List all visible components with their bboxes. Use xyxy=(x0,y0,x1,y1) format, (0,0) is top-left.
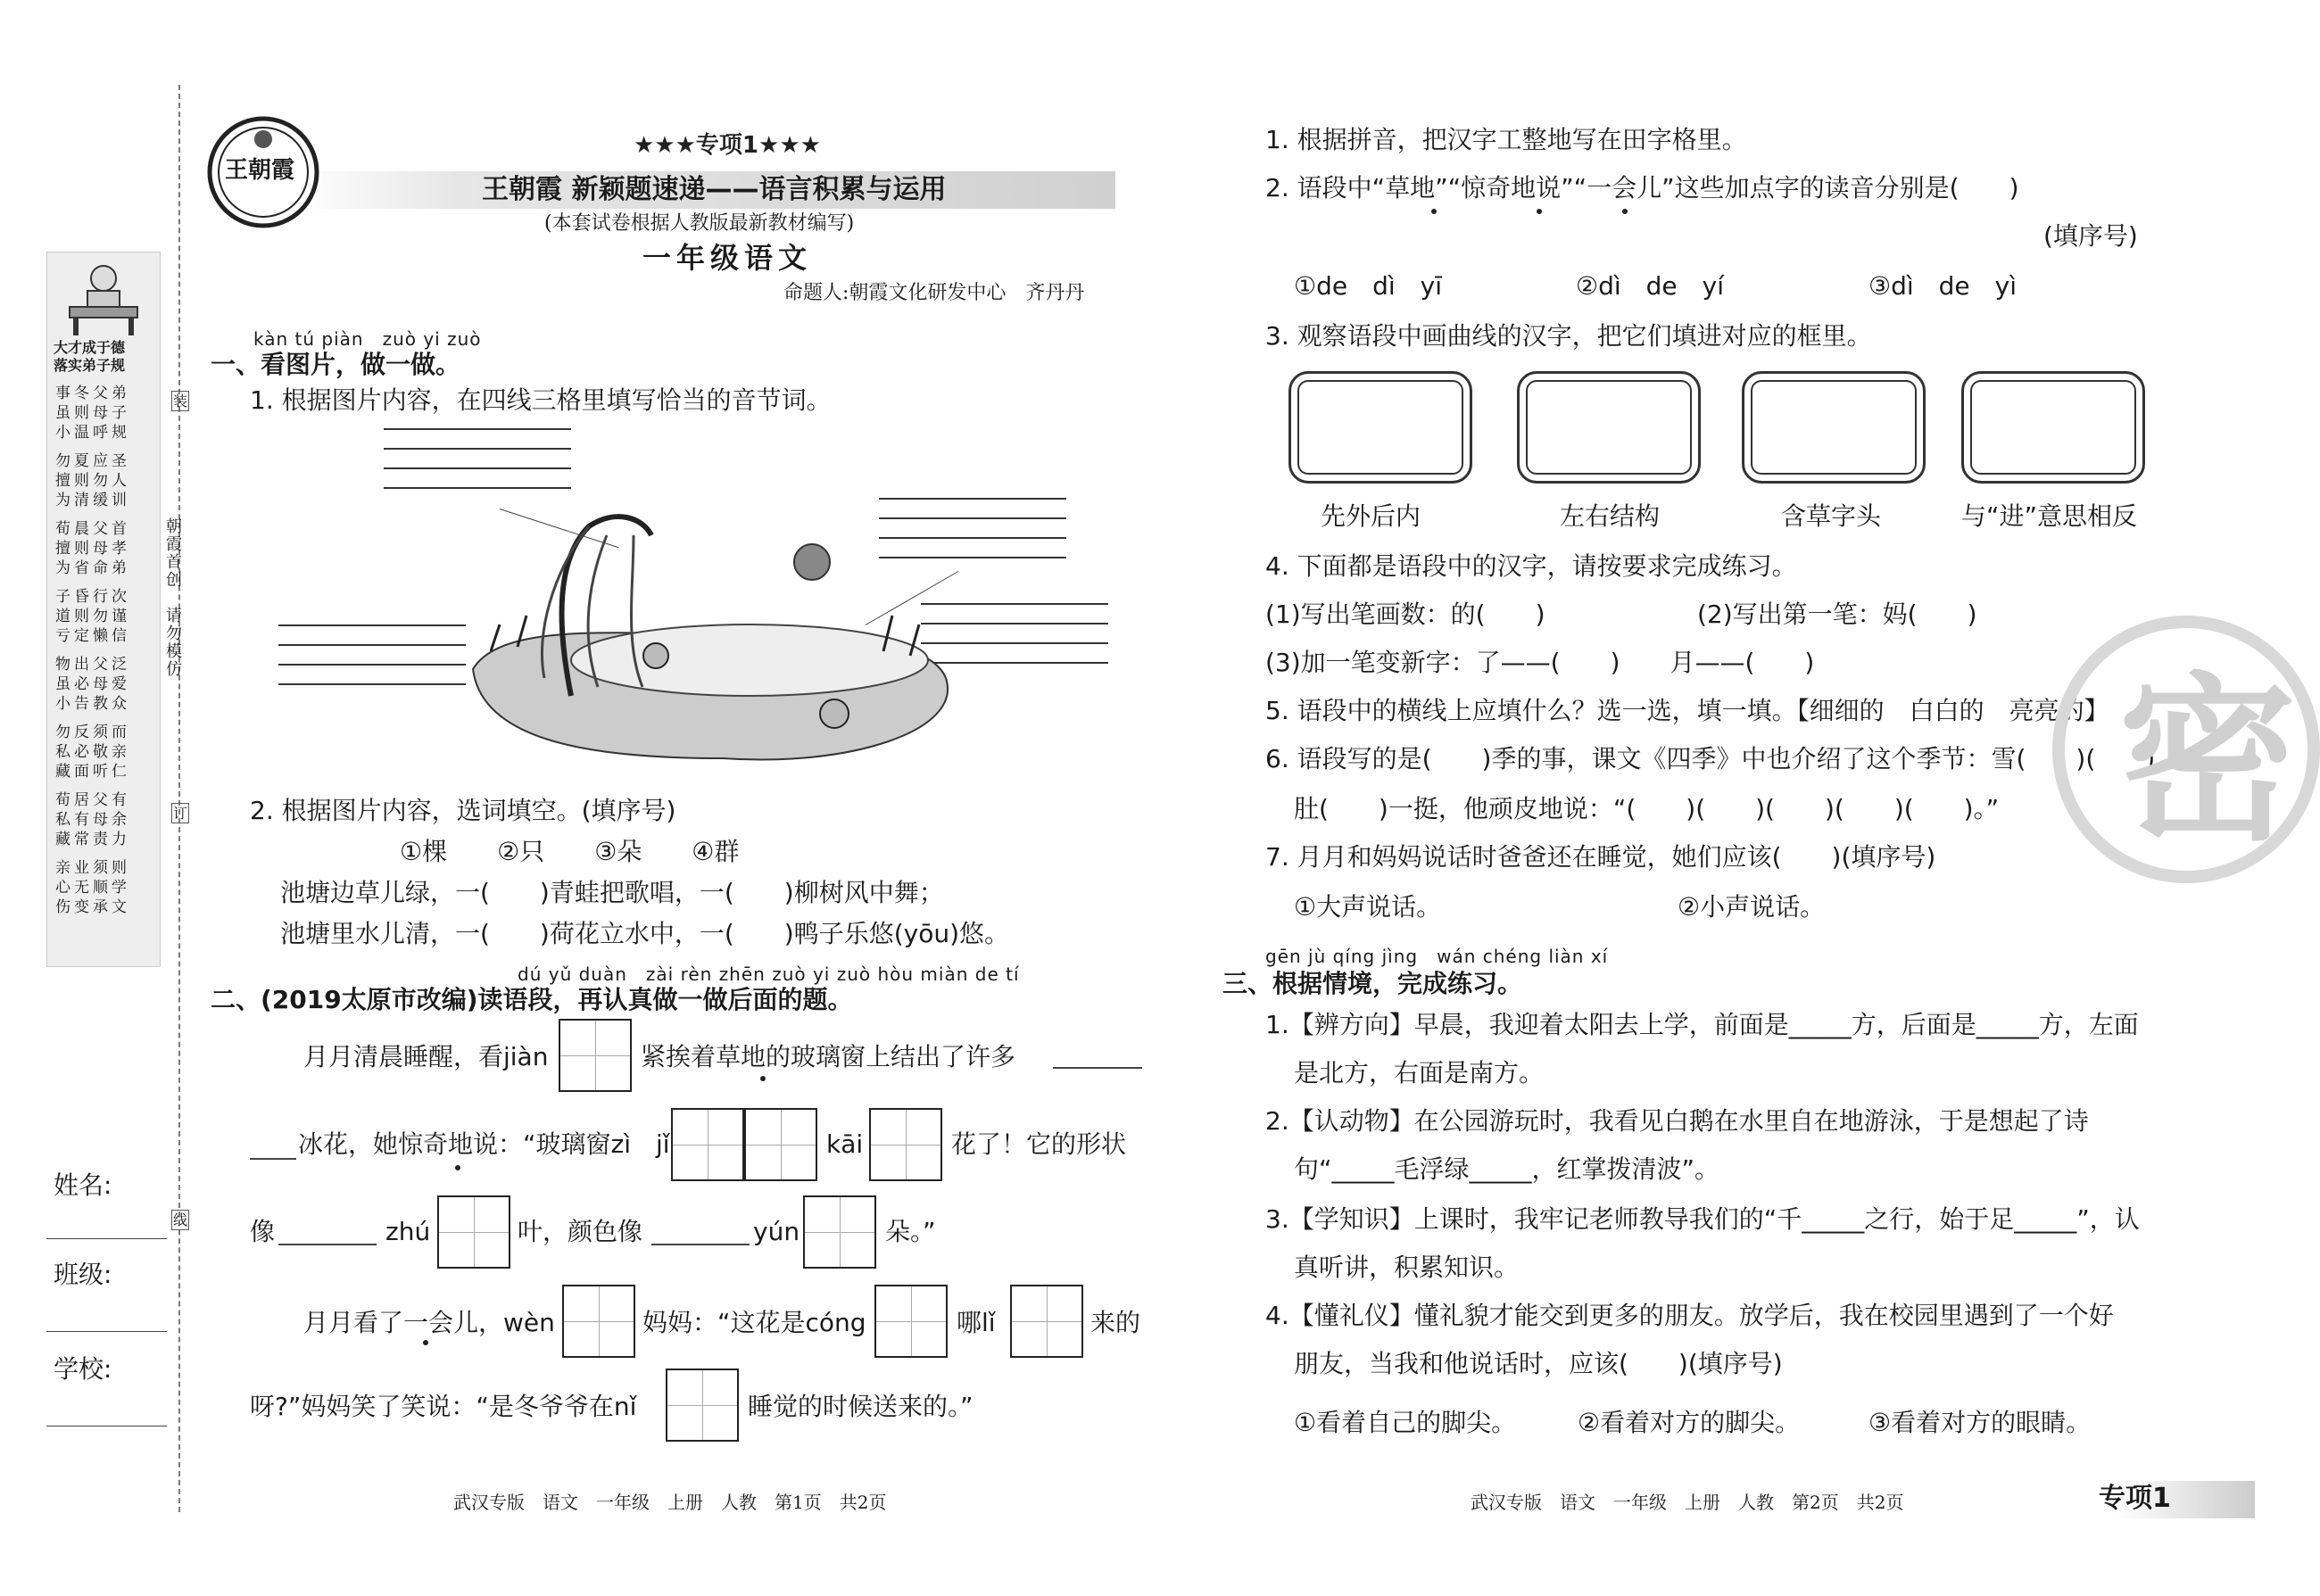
sidebar-verse: 物出父泛 xyxy=(55,656,130,674)
q4-2: (2)写出第一笔：妈( ) xyxy=(1697,600,1977,629)
section1-options: ①棵 ②只 ③朵 ④群 xyxy=(400,837,740,866)
four-line-grid-line xyxy=(278,664,466,666)
author-line: 命题人:朝霞文化研发中心 齐丹丹 xyxy=(783,282,1085,304)
passage-text: 紧挨着草地的玻璃窗上结出了许多 xyxy=(641,1042,1016,1071)
binding-line xyxy=(178,85,182,1512)
four-line-grid-line xyxy=(384,448,571,450)
answer-frame[interactable] xyxy=(1742,371,1926,484)
logo-text: 王朝霞 xyxy=(225,157,295,184)
passage-text: kāi xyxy=(826,1129,864,1159)
sidebar-verse: 虽必母爱 xyxy=(55,675,130,693)
tianzi-grid[interactable] xyxy=(869,1108,942,1181)
section1-line1: 池塘边草儿绿，一( )青蛙把歌唱，一( )柳树风中舞； xyxy=(280,878,944,907)
sidebar-verse: 私有母余 xyxy=(55,811,130,829)
name-label: 姓名: xyxy=(54,1170,112,1200)
tianzi-grid[interactable] xyxy=(874,1285,948,1358)
emphasis-dot xyxy=(455,1165,460,1170)
sidebar-verse: 小告教众 xyxy=(55,695,130,713)
q6-line2: 肚( )一挺，他顽皮地说：“( )( )( )( )( )。” xyxy=(1294,794,2000,823)
passage-blank[interactable] xyxy=(250,1158,296,1160)
footer-left: 武汉专版 语文 一年级 上册 人教 第1页 共2页 xyxy=(453,1492,887,1513)
answer-frame[interactable] xyxy=(1517,371,1701,484)
four-line-grid-line xyxy=(278,624,466,626)
passage-text: zhú xyxy=(385,1217,431,1246)
q1: 1. 根据拼音，把汉字工整地写在田字格里。 xyxy=(1265,125,1747,154)
tianzi-grid[interactable] xyxy=(671,1108,744,1181)
s3-a1: 1.【辨方向】早晨，我迎着太阳去上学，前面是_____方，后面是_____方，左面 xyxy=(1265,1010,2139,1039)
scholar-illustration xyxy=(55,257,152,339)
s3-a4-option-3: ③看着对方的眼睛。 xyxy=(1868,1408,2092,1437)
passage-text: 像 xyxy=(250,1217,276,1246)
sidebar-verse: 藏常责力 xyxy=(55,831,130,848)
passage-blank[interactable] xyxy=(278,1244,377,1245)
answer-frame[interactable] xyxy=(1288,371,1472,484)
special-tag: ★★★专项1★★★ xyxy=(634,132,821,159)
section1-title: 一、看图片，做一做。 xyxy=(211,350,461,379)
frame-label-2: 左右结构 xyxy=(1560,501,1661,531)
q3: 3. 观察语段中画曲线的汉字，把它们填进对应的框里。 xyxy=(1265,321,1872,351)
s3-a1b: 是北方，右面是南方。 xyxy=(1294,1058,1545,1087)
q7-option-2: ②小声说话。 xyxy=(1678,892,1826,922)
frame-label-3: 含草字头 xyxy=(1781,501,1882,531)
grade-title: 一年级语文 xyxy=(642,241,813,275)
passage-text: 月月清晨睡醒，看jiàn xyxy=(303,1042,549,1071)
q4-1: (1)写出笔画数：的( ) xyxy=(1265,600,1545,629)
sidebar-motto-1: 大才成于德 xyxy=(54,339,126,356)
tianzi-grid[interactable] xyxy=(559,1019,632,1092)
sidebar-verse: 藏面听仁 xyxy=(55,763,130,781)
seal-3: 线 xyxy=(171,1210,189,1230)
s3-a4b: 朋友，当我和他说话时，应该( )(填序号) xyxy=(1294,1349,1783,1378)
passage-text: 月月看了一会儿，wèn xyxy=(303,1308,555,1337)
q2-option-3: ③dì de yì xyxy=(1868,271,2018,301)
emphasis-dot xyxy=(1431,209,1437,214)
s3-a4: 4.【懂礼仪】懂礼貌才能交到更多的朋友。放学后，我在校园里遇到了一个好 xyxy=(1265,1301,2114,1330)
corner-tag: 专项1 xyxy=(2099,1483,2171,1514)
section2-pinyin: dú yǔ duàn zài rèn zhēn zuò yi zuò hòu miàn de tí xyxy=(518,963,1020,985)
passage-text: 来的 xyxy=(1090,1308,1141,1337)
sidebar-verse: 为清缓训 xyxy=(55,492,130,509)
passage-text: yún xyxy=(753,1217,800,1246)
four-line-grid-line xyxy=(278,683,466,685)
passage-text: 花了！它的形状 xyxy=(951,1129,1127,1159)
emphasis-dot xyxy=(1537,209,1542,214)
tianzi-grid[interactable] xyxy=(437,1195,510,1269)
class-field[interactable] xyxy=(46,1331,167,1332)
sidebar-verse: 事冬父弟 xyxy=(55,385,130,402)
q7: 7. 月月和妈妈说话时爸爸还在睡觉，她们应该( )(填序号) xyxy=(1265,842,1936,872)
sidebar-verse: 为省命弟 xyxy=(55,559,130,577)
sidebar-verses xyxy=(55,384,153,926)
four-line-grid-line xyxy=(384,428,571,430)
four-line-grid-line xyxy=(384,487,571,489)
passage-text: 妈妈：“这花是cóng xyxy=(642,1308,866,1337)
frame-label-4: 与“进”意思相反 xyxy=(1961,501,2138,531)
tianzi-grid[interactable] xyxy=(803,1195,876,1269)
q2: 2. 语段中“草地”“惊奇地说”“一会儿”这些加点字的读音分别是( ) xyxy=(1265,173,2019,203)
s3-a4-option-2: ②看着对方的脚尖。 xyxy=(1578,1408,1801,1437)
four-line-grid-line xyxy=(278,644,466,646)
paper-title: 王朝霞 新颖题速递——语言积累与运用 xyxy=(482,174,947,205)
passage-text: 叶，颜色像 xyxy=(518,1217,643,1246)
q6-line1: 6. 语段写的是( )季的事，课文《四季》中也介绍了这个季节：雪( )( ) xyxy=(1265,744,2156,773)
seal-2: 订 xyxy=(171,803,189,823)
section2-title: 二、(2019太原市改编)读语段，再认真做一做后面的题。 xyxy=(211,985,853,1014)
footer-right: 武汉专版 语文 一年级 上册 人教 第2页 共2页 xyxy=(1471,1492,1904,1513)
s3-a2b: 句“_____毛浮绿_____，红掌拨清波”。 xyxy=(1294,1154,1720,1184)
emphasis-dot xyxy=(760,1076,766,1081)
sidebar-verse: 道则勿谨 xyxy=(55,608,130,625)
s3-a4-option-1: ①看着自己的脚尖。 xyxy=(1294,1408,1517,1437)
tianzi-grid[interactable] xyxy=(744,1108,817,1181)
answer-frame[interactable] xyxy=(1961,371,2145,484)
tianzi-grid[interactable] xyxy=(562,1285,635,1358)
passage-text: 哪lǐ xyxy=(957,1308,996,1337)
passage-text: 冰花，她惊奇地说：“玻璃窗zì jǐ xyxy=(298,1129,670,1159)
section3-title: 三、根据情境，完成练习。 xyxy=(1222,969,1523,998)
name-field[interactable] xyxy=(46,1238,167,1239)
sidebar-verse: 虽则母子 xyxy=(55,404,130,422)
sidebar-verse: 擅则勿人 xyxy=(55,472,130,490)
pond-illustration xyxy=(464,500,964,767)
sidebar-verse: 荀晨父首 xyxy=(55,520,130,538)
sidebar-verse: 亲业须则 xyxy=(55,859,130,877)
passage-blank[interactable] xyxy=(1053,1067,1142,1069)
q2-option-1: ①de dì yī xyxy=(1294,271,1443,301)
section1-line2: 池塘里水儿清，一( )荷花立水中，一( )鸭子乐悠(yōu)悠。 xyxy=(280,919,1009,948)
sidebar-verse: 勿反须而 xyxy=(55,724,130,741)
confidential-watermark xyxy=(2052,616,2320,883)
tianzi-grid[interactable] xyxy=(666,1369,739,1442)
seal-1: 装 xyxy=(171,391,189,411)
sidebar-motto-2: 落实弟子规 xyxy=(54,357,126,374)
q5: 5. 语段中的横线上应填什么？选一选，填一填。【细细的 白白的 亮亮的】 xyxy=(1265,696,2109,725)
emphasis-dot xyxy=(423,1340,428,1345)
q4: 4. 下面都是语段中的汉字，请按要求完成练习。 xyxy=(1265,551,1797,581)
watermark-glyph: 密 xyxy=(2118,657,2298,865)
class-label: 班级: xyxy=(54,1260,112,1289)
sidebar-verse: 小温呼规 xyxy=(55,424,130,442)
paper-subtitle: (本套试卷根据人教版最新教材编写) xyxy=(544,212,855,235)
s3-a3b: 真听讲，积累知识。 xyxy=(1294,1253,1520,1282)
passage-text: 朵。” xyxy=(885,1217,936,1246)
sidebar-verse: 擅则母孝 xyxy=(55,540,130,558)
s3-a2: 2.【认动物】在公园游玩时，我看见白鹅在水里自在地游泳，于是想起了诗 xyxy=(1265,1106,2089,1136)
section1-pinyin: kàn tú piàn zuò yi zuò xyxy=(253,328,482,350)
section1-q2: 2. 根据图片内容，选词填空。(填序号) xyxy=(250,796,676,825)
frame-label-1: 先外后内 xyxy=(1321,501,1421,531)
school-label: 学校: xyxy=(54,1354,112,1384)
sidebar-verse: 荀居父有 xyxy=(55,791,130,809)
q4-3: (3)加一笔变新字：了——( ) 月——( ) xyxy=(1265,648,1815,677)
q2-option-2: ②dì de yí xyxy=(1576,271,1725,301)
passage-blank[interactable] xyxy=(651,1244,750,1245)
sidebar-verse: 勿夏应圣 xyxy=(55,452,130,470)
passage-text: 呀?”妈妈笑了笑说：“是冬爷爷在nǐ xyxy=(250,1392,637,1421)
s3-a3: 3.【学知识】上课时，我牢记老师教导我们的“千_____之行，始于足_____”，认 xyxy=(1265,1204,2140,1234)
q2-note: (填序号) xyxy=(2043,221,2138,251)
section3-pinyin: gēn jù qíng jìng wán chéng liàn xí xyxy=(1265,946,1609,967)
tianzi-grid[interactable] xyxy=(1010,1285,1083,1358)
sidebar-verse: 子昏行次 xyxy=(55,588,130,606)
sidebar-verse: 伤变承文 xyxy=(55,898,130,916)
emphasis-dot xyxy=(1622,209,1628,214)
sidebar-verse: 亏定懒信 xyxy=(55,627,130,645)
four-line-grid-line xyxy=(384,467,571,469)
passage-text: 睡觉的时候送来的。” xyxy=(748,1392,974,1421)
sidebar-vertical-note: 朝霞首创 请勿模仿 xyxy=(163,517,182,678)
sidebar-verse: 私必敬亲 xyxy=(55,743,130,761)
sidebar-verse: 心无顺学 xyxy=(55,879,130,897)
section1-q1: 1. 根据图片内容，在四线三格里填写恰当的音节词。 xyxy=(250,385,832,415)
q7-option-1: ①大声说话。 xyxy=(1294,892,1442,922)
